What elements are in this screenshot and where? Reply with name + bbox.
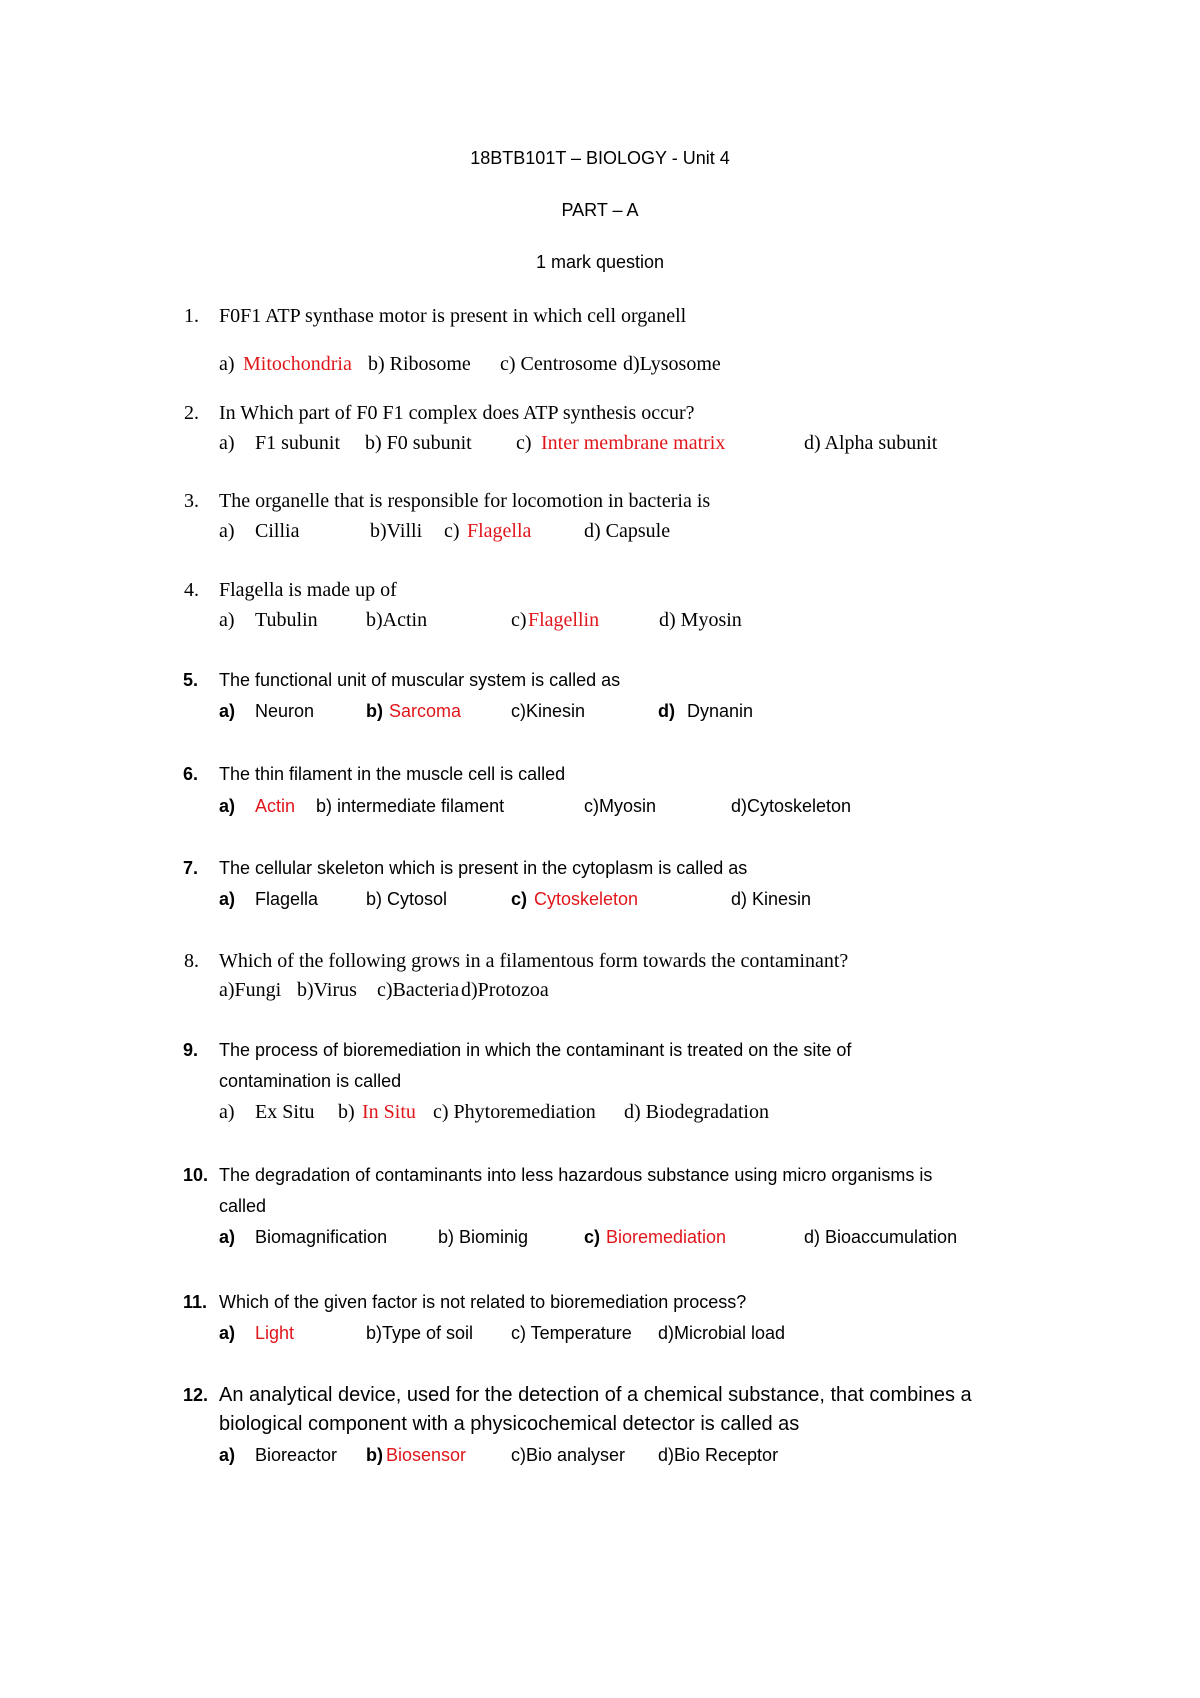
- option-a: Neuron: [255, 701, 315, 721]
- question-text-line-1: An analytical device, used for the detection of a chemical substance, that combines a: [219, 1384, 972, 1406]
- question-text-line-2: contamination is called: [219, 1071, 402, 1091]
- question-number: 10.: [183, 1165, 209, 1185]
- question-number: 12.: [183, 1385, 209, 1405]
- option-d: d) Kinesin: [731, 889, 812, 909]
- question-number: 11.: [183, 1292, 208, 1312]
- option-b: b) Ribosome: [368, 353, 471, 375]
- option-c-answer: Flagellin: [528, 609, 600, 631]
- option-a-label: a): [219, 1101, 235, 1123]
- question-number: 5.: [183, 670, 199, 690]
- option-a-answer: Mitochondria: [243, 353, 352, 375]
- option-b: b)Type of soil: [366, 1323, 474, 1343]
- option-c: c)Myosin: [584, 796, 657, 816]
- option-c-answer: Inter membrane matrix: [541, 432, 726, 454]
- question-text: Which of the given factor is not related to bioremediation process?: [219, 1292, 747, 1312]
- question-number: 6.: [183, 764, 199, 784]
- option-a-answer: Light: [255, 1323, 295, 1343]
- option-b: b)Villi: [370, 520, 423, 542]
- option-a-label: a): [219, 701, 236, 721]
- question-number: 9.: [183, 1040, 199, 1060]
- option-c: c) Phytoremediation: [433, 1101, 596, 1123]
- option-d: d) Alpha subunit: [804, 432, 938, 454]
- option-a-label: a): [219, 353, 235, 375]
- option-d: d)Protozoa: [461, 979, 549, 1001]
- option-b-answer: Sarcoma: [389, 701, 462, 721]
- part-heading: PART – A: [561, 200, 639, 220]
- option-b-answer: Biosensor: [386, 1445, 467, 1465]
- question-number: 2.: [184, 402, 199, 424]
- option-c: c)Bio analyser: [511, 1445, 626, 1465]
- question-number: 8.: [184, 950, 199, 972]
- question-text: The thin filament in the muscle cell is called: [219, 764, 566, 784]
- option-b: b)Virus: [297, 979, 357, 1001]
- option-b: b) intermediate filament: [316, 796, 505, 816]
- option-d: Dynanin: [687, 701, 754, 721]
- option-d: d)Lysosome: [623, 353, 721, 375]
- option-a: Bioreactor: [255, 1445, 338, 1465]
- option-c-answer: Cytoskeleton: [534, 889, 639, 909]
- question-text-line-2: biological component with a physicochemical detector is called as: [219, 1413, 800, 1435]
- option-c-label: c): [584, 1227, 601, 1247]
- option-a-label: a): [219, 1227, 236, 1247]
- option-b: b) F0 subunit: [365, 432, 472, 454]
- option-c: c)Bacteria: [377, 979, 460, 1001]
- option-a-label: a): [219, 609, 235, 631]
- question-number: 3.: [184, 490, 199, 512]
- option-c: c) Centrosome: [500, 353, 618, 375]
- option-d: d)Bio Receptor: [658, 1445, 779, 1465]
- option-b-label: b): [366, 701, 383, 721]
- question-text-line-2: called: [219, 1196, 267, 1216]
- option-c-answer: Bioremediation: [606, 1227, 727, 1247]
- option-a-label: a): [219, 889, 236, 909]
- question-text: F0F1 ATP synthase motor is present in which cell organell: [219, 305, 687, 327]
- question-text-line-1: The degradation of contaminants into less hazardous substance using micro organisms is: [219, 1165, 933, 1185]
- option-c-label: c): [516, 432, 532, 454]
- option-a: Tubulin: [255, 609, 318, 631]
- option-c-label: c): [444, 520, 460, 542]
- option-c-label: c): [511, 889, 528, 909]
- option-b: b)Actin: [366, 609, 428, 631]
- option-a-label: a): [219, 796, 236, 816]
- option-d: d) Capsule: [584, 520, 671, 542]
- option-a: Flagella: [255, 889, 319, 909]
- option-c: c) Temperature: [511, 1323, 632, 1343]
- option-b-label: b): [366, 1445, 383, 1465]
- question-text: Which of the following grows in a filamentous form towards the contaminant?: [219, 950, 849, 972]
- option-a-label: a): [219, 1445, 236, 1465]
- question-number: 7.: [183, 858, 199, 878]
- question-number: 4.: [184, 579, 199, 601]
- option-d-label: d): [658, 701, 675, 721]
- option-a: Ex Situ: [255, 1101, 315, 1123]
- question-text: The organelle that is responsible for locomotion in bacteria is: [219, 490, 711, 512]
- option-c: c)Kinesin: [511, 701, 586, 721]
- option-a: Biomagnification: [255, 1227, 388, 1247]
- option-d: d) Myosin: [659, 609, 742, 631]
- option-d: d)Cytoskeleton: [731, 796, 852, 816]
- question-text-line-1: The process of bioremediation in which the contaminant is treated on the site of: [219, 1040, 852, 1060]
- option-d: d) Bioaccumulation: [804, 1227, 958, 1247]
- option-a-label: a): [219, 1323, 236, 1343]
- option-a-label: a): [219, 520, 235, 542]
- option-a-label: a): [219, 432, 235, 454]
- option-b-label: b): [338, 1101, 355, 1123]
- option-a: Cillia: [255, 520, 300, 542]
- question-text: In Which part of F0 F1 complex does ATP synthesis occur?: [219, 402, 695, 424]
- question-text: Flagella is made up of: [219, 579, 397, 601]
- document-title: 18BTB101T – BIOLOGY - Unit 4: [470, 148, 730, 168]
- option-c-label: c): [511, 609, 527, 631]
- option-b-answer: In Situ: [362, 1101, 416, 1123]
- question-text: The cellular skeleton which is present in the cytoplasm is called as: [219, 858, 748, 878]
- option-b: b) Cytosol: [366, 889, 448, 909]
- option-d: d) Biodegradation: [624, 1101, 769, 1123]
- question-text: The functional unit of muscular system is called as: [219, 670, 621, 690]
- question-number: 1.: [184, 305, 199, 327]
- option-c-answer: Flagella: [467, 520, 532, 542]
- option-d: d)Microbial load: [658, 1323, 786, 1343]
- option-a: a)Fungi: [219, 979, 282, 1001]
- section-subtitle: 1 mark question: [535, 252, 665, 272]
- option-a: F1 subunit: [255, 432, 341, 454]
- option-a-answer: Actin: [255, 796, 296, 816]
- option-b: b) Biominig: [438, 1227, 529, 1247]
